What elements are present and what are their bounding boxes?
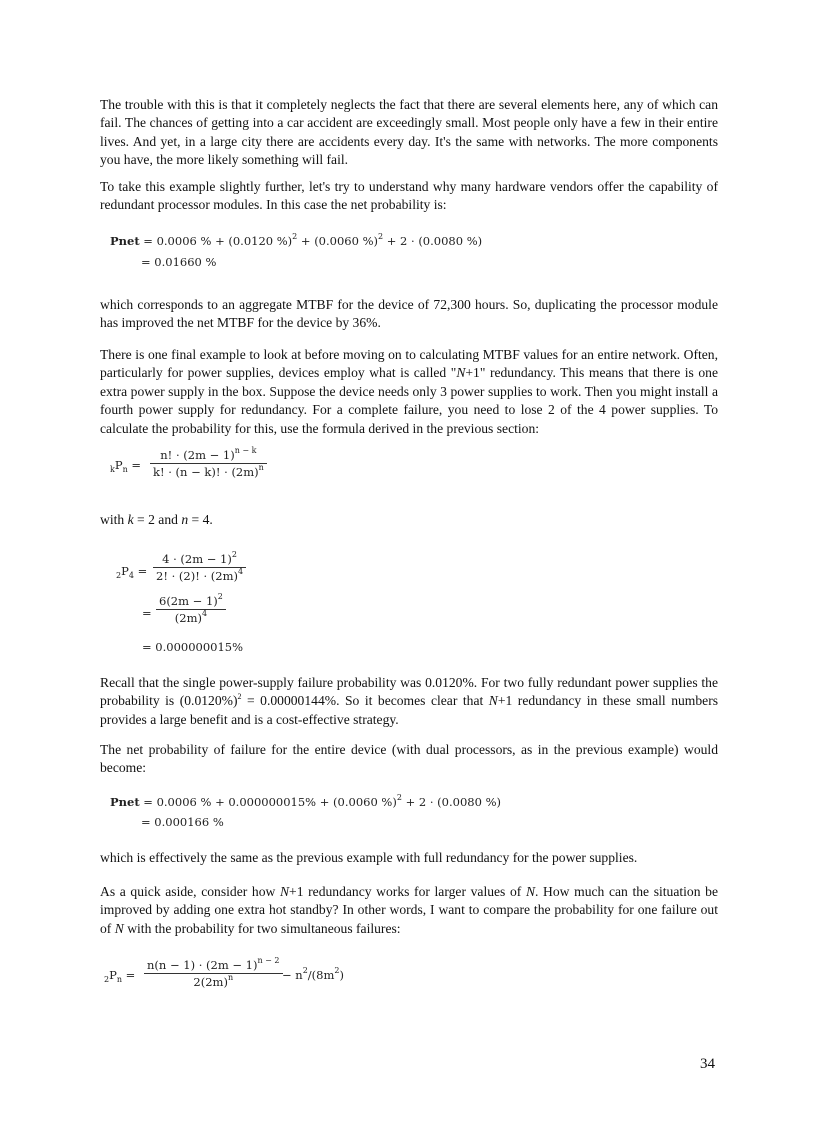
eq5-num-exp: n − 2 [257, 956, 280, 965]
paragraph-quick-aside [100, 883, 718, 938]
page-number: 34 [700, 1056, 715, 1072]
eq2-den-exp: n [258, 463, 264, 472]
eq3-numerator-1: 4 · (2m − 1) [162, 552, 232, 566]
p9-var-n2: N [525, 884, 536, 899]
paragraph-failure-elements: The trouble with this is that it completely neglects the fact that there are several elements here, any of which can fail. The chances of getting into a car accident are exceedingly small. Most people only have a few in their entire lives. And yet, in a large city there are accidents every day. It's the same with networks. The more components you have, the more likely something will fail. [100, 97, 718, 168]
equation-pnet-device [110, 793, 501, 835]
eq5-numerator: n(n − 1) · (2m − 1) [147, 958, 258, 972]
eq5-tail-exp: 2 [302, 966, 308, 975]
eq4-result: = 0.000166 % [141, 815, 224, 829]
eq4-term-a: = 0.0006 % + 0.000000015% + (0.0060 %) [143, 795, 397, 809]
p6-text-b: = 0.00000144%. So it becomes clear that [241, 693, 489, 709]
eq3-fraction-2 [156, 594, 226, 625]
p4-text-b: +1" redundancy. This means that there is one extra power supply in the box. Suppose the device needs only 3 power supplies to work. Then you might install a fourth power supply for redundancy. For a complete failure, you need to lose 2 of the 4 power supplies. To calculate the probability for this, use the formula derived in the previous section: [100, 365, 718, 436]
p5-text-a: with [100, 512, 128, 527]
eq2-sub-n: n [122, 465, 128, 474]
p9-text-c: . How much can the situation be improved by adding one extra hot standby? In other words, I want to compare the probability for one failure out of [100, 884, 718, 936]
eq2-equals: = [131, 458, 142, 472]
p5-text-b: = 2 and [133, 512, 182, 527]
p4-var-n: N [456, 365, 466, 381]
paragraph-effectively-same: which is effectively the same as the previous example with full redundancy for the power supplies. [100, 850, 638, 865]
eq2-fraction [150, 448, 267, 479]
paragraph-redundant-processors: To take this example slightly further, let's try to understand why many hardware vendors offer the capability of redundant processor modules. In this case the net probability is: [100, 179, 718, 213]
paragraph-aggregate-mtbf: which corresponds to an aggregate MTBF for the device of 72,300 hours. So, duplicating the processor module has improved the net MTBF for the device by 36%. [100, 297, 718, 331]
equation-pnet-processor [110, 232, 483, 274]
p5-var-n: n [181, 512, 189, 527]
p5-var-k: k [127, 512, 134, 527]
paragraph-with-k-n [100, 511, 718, 529]
eq1-label: Pnet [110, 234, 140, 248]
eq5-tail2-exp: 2 [334, 966, 340, 975]
eq5-tail3: ) [339, 968, 344, 982]
eq2-numerator: n! · (2m − 1) [160, 448, 235, 462]
p9-var-n1: N [279, 884, 290, 899]
eq1-exp-b: 2 [378, 232, 384, 241]
p9-text-a: As a quick aside, consider how [100, 884, 280, 899]
p4-text-a: There is one final example to look at before moving on to calculating MTBF values for an entire network. Often, particularly for power supplies, devices employ what is called " [100, 347, 718, 381]
equation-2pn [104, 956, 354, 1004]
eq3-result: = 0.000000015% [142, 640, 244, 654]
eq3-denominator-2: (2m) [174, 611, 202, 625]
eq2-num-exp: n − k [234, 446, 257, 455]
eq5-denominator: 2(2m) [193, 975, 228, 989]
eq4-term-b: + 2 · (0.0080 %) [401, 795, 501, 809]
eq3-equals-1: = [137, 564, 148, 578]
eq3-den2-exp: 4 [201, 609, 208, 618]
eq3-equals-2: = [142, 606, 152, 620]
p6-text-a: Recall that the single power-supply failure probability was 0.0120%. For two fully redundant power supplies the probability is (0.0120%) [100, 675, 718, 709]
eq1-term-b: + (0.0060 %) [297, 234, 378, 248]
eq1-exp-a: 2 [292, 232, 298, 241]
eq2-denominator: k! · (n − k)! · (2m) [153, 465, 259, 479]
p5-text-c: = 4. [188, 512, 213, 527]
eq5-sub: n [116, 975, 122, 984]
p6-var-n: N [488, 693, 498, 709]
eq3-den1-exp: 4 [237, 567, 244, 576]
eq3-p: P [121, 564, 129, 578]
eq3-numerator-2: 6(2m − 1) [159, 594, 218, 608]
p6-text-c: +1 redundancy in these small numbers provides a large benefit and is a cost-effective strategy. [100, 693, 719, 727]
eq1-term-c: + 2 · (0.0080 %) [383, 234, 483, 248]
eq1-result: = 0.01660 % [141, 255, 217, 269]
eq2-pre-k: k [110, 465, 115, 474]
eq4-exp: 2 [396, 793, 402, 802]
p9-var-n3: N [114, 920, 124, 936]
eq3-num1-exp: 2 [231, 550, 237, 559]
equation-kpn-formula [110, 446, 270, 494]
eq3-pre: 2 [116, 571, 122, 580]
eq2-p: P [114, 458, 123, 472]
p6-exp: 2 [237, 692, 242, 702]
eq3-sub: 4 [128, 571, 134, 580]
paragraph-n-plus-one [100, 346, 718, 438]
paragraph-recall-power-supply [100, 674, 718, 729]
eq3-denominator-1: 2! · (2)! · (2m) [156, 569, 238, 583]
eq3-num2-exp: 2 [217, 592, 223, 601]
eq5-fraction [144, 958, 283, 989]
eq4-label: Pnet [110, 795, 140, 809]
eq5-tail: − n [282, 968, 303, 982]
eq5-p: P [109, 968, 117, 982]
paragraph-net-probability: The net probability of failure for the entire device (with dual processors, as in the previous example) would become: [100, 742, 718, 776]
eq5-pre: 2 [104, 975, 110, 984]
eq3-fraction-1 [153, 552, 246, 583]
equation-2p4 [116, 550, 276, 655]
eq5-den-exp: n [227, 973, 234, 982]
eq1-term-a: = 0.0006 % + (0.0120 %) [143, 234, 293, 248]
p9-text-d: with the probability for two simultaneous failures: [123, 920, 401, 936]
p9-text-b: +1 redundancy works for larger values of [289, 884, 526, 899]
eq5-tail2: /(8m [307, 968, 335, 982]
eq5-equals: = [125, 968, 136, 982]
